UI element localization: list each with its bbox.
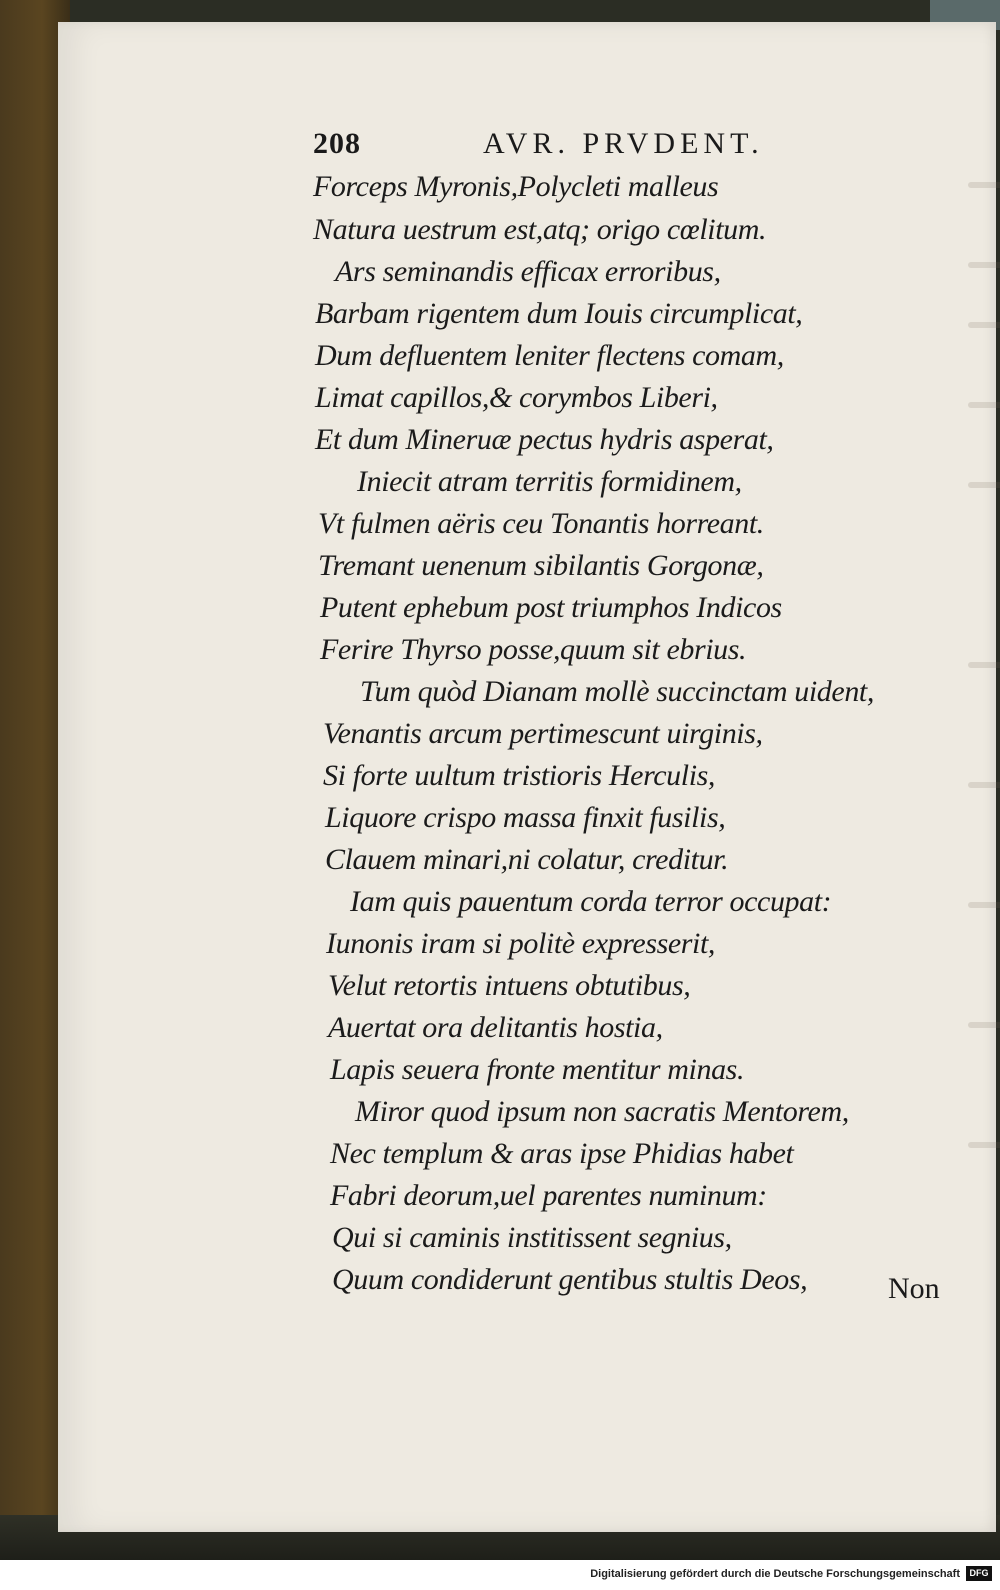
verse-line: Iunonis iram si politè expresserit, xyxy=(326,927,716,960)
verse-line: Ferire Thyrso posse,quum sit ebrius. xyxy=(320,633,747,666)
catchword: Non xyxy=(888,1272,940,1305)
verse-line: Quum condiderunt gentibus stultis Deos, xyxy=(332,1263,808,1296)
verse-line: Natura uestrum est,atq; origo cœlitum. xyxy=(313,213,767,246)
verse-line: Iam quis pauentum corda terror occupat: xyxy=(350,885,832,918)
funding-credit: Digitalisierung gefördert durch die Deutsche Forschungsgemeinschaft xyxy=(590,1568,960,1580)
verse-line: Forceps Myronis,Polycleti malleus xyxy=(313,170,719,203)
verse-line: Et dum Mineruæ pectus hydris asperat, xyxy=(315,423,774,456)
verse-line: Miror quod ipsum non sacratis Mentorem, xyxy=(355,1095,849,1128)
verse-line: Limat capillos,& corymbos Liberi, xyxy=(315,381,718,414)
verse-line: Dum defluentem leniter flectens comam, xyxy=(315,339,784,372)
verse-line: Liquore crispo massa finxit fusilis, xyxy=(325,801,726,834)
verse-line: Si forte uultum tristioris Herculis, xyxy=(323,759,716,792)
page-number: 208 xyxy=(313,127,361,160)
verse-line: Putent ephebum post triumphos Indicos xyxy=(320,591,782,624)
verse-line: Barbam rigentem dum Iouis circumplicat, xyxy=(315,297,803,330)
verse-line: Ars seminandis efficax erroribus, xyxy=(335,255,721,288)
verse-line: Tum quòd Dianam mollè succinctam uident, xyxy=(360,675,874,708)
verse-line: Venantis arcum pertimescunt uirginis, xyxy=(323,717,763,750)
verse-line: Iniecit atram territis formidinem, xyxy=(357,465,742,498)
verse-line: Auertat ora delitantis hostia, xyxy=(328,1011,663,1044)
digitization-footer xyxy=(0,1560,1000,1590)
running-title: AVR. PRVDENT. xyxy=(483,127,764,160)
dfg-logo-icon[interactable]: DFG xyxy=(966,1566,992,1581)
verse-line: Vt fulmen aëris ceu Tonantis horreant. xyxy=(318,507,764,540)
verse-line: Lapis seuera fronte mentitur minas. xyxy=(330,1053,745,1086)
verse-line: Velut retortis intuens obtutibus, xyxy=(328,969,691,1002)
verse-line: Nec templum & aras ipse Phidias habet xyxy=(330,1137,794,1170)
verse-line: Fabri deorum,uel parentes numinum: xyxy=(330,1179,767,1212)
verse-line: Qui si caminis institissent segnius, xyxy=(332,1221,732,1254)
verse-line: Tremant uenenum sibilantis Gorgonæ, xyxy=(318,549,764,582)
verse-line: Clauem minari,ni colatur, creditur. xyxy=(325,843,729,876)
